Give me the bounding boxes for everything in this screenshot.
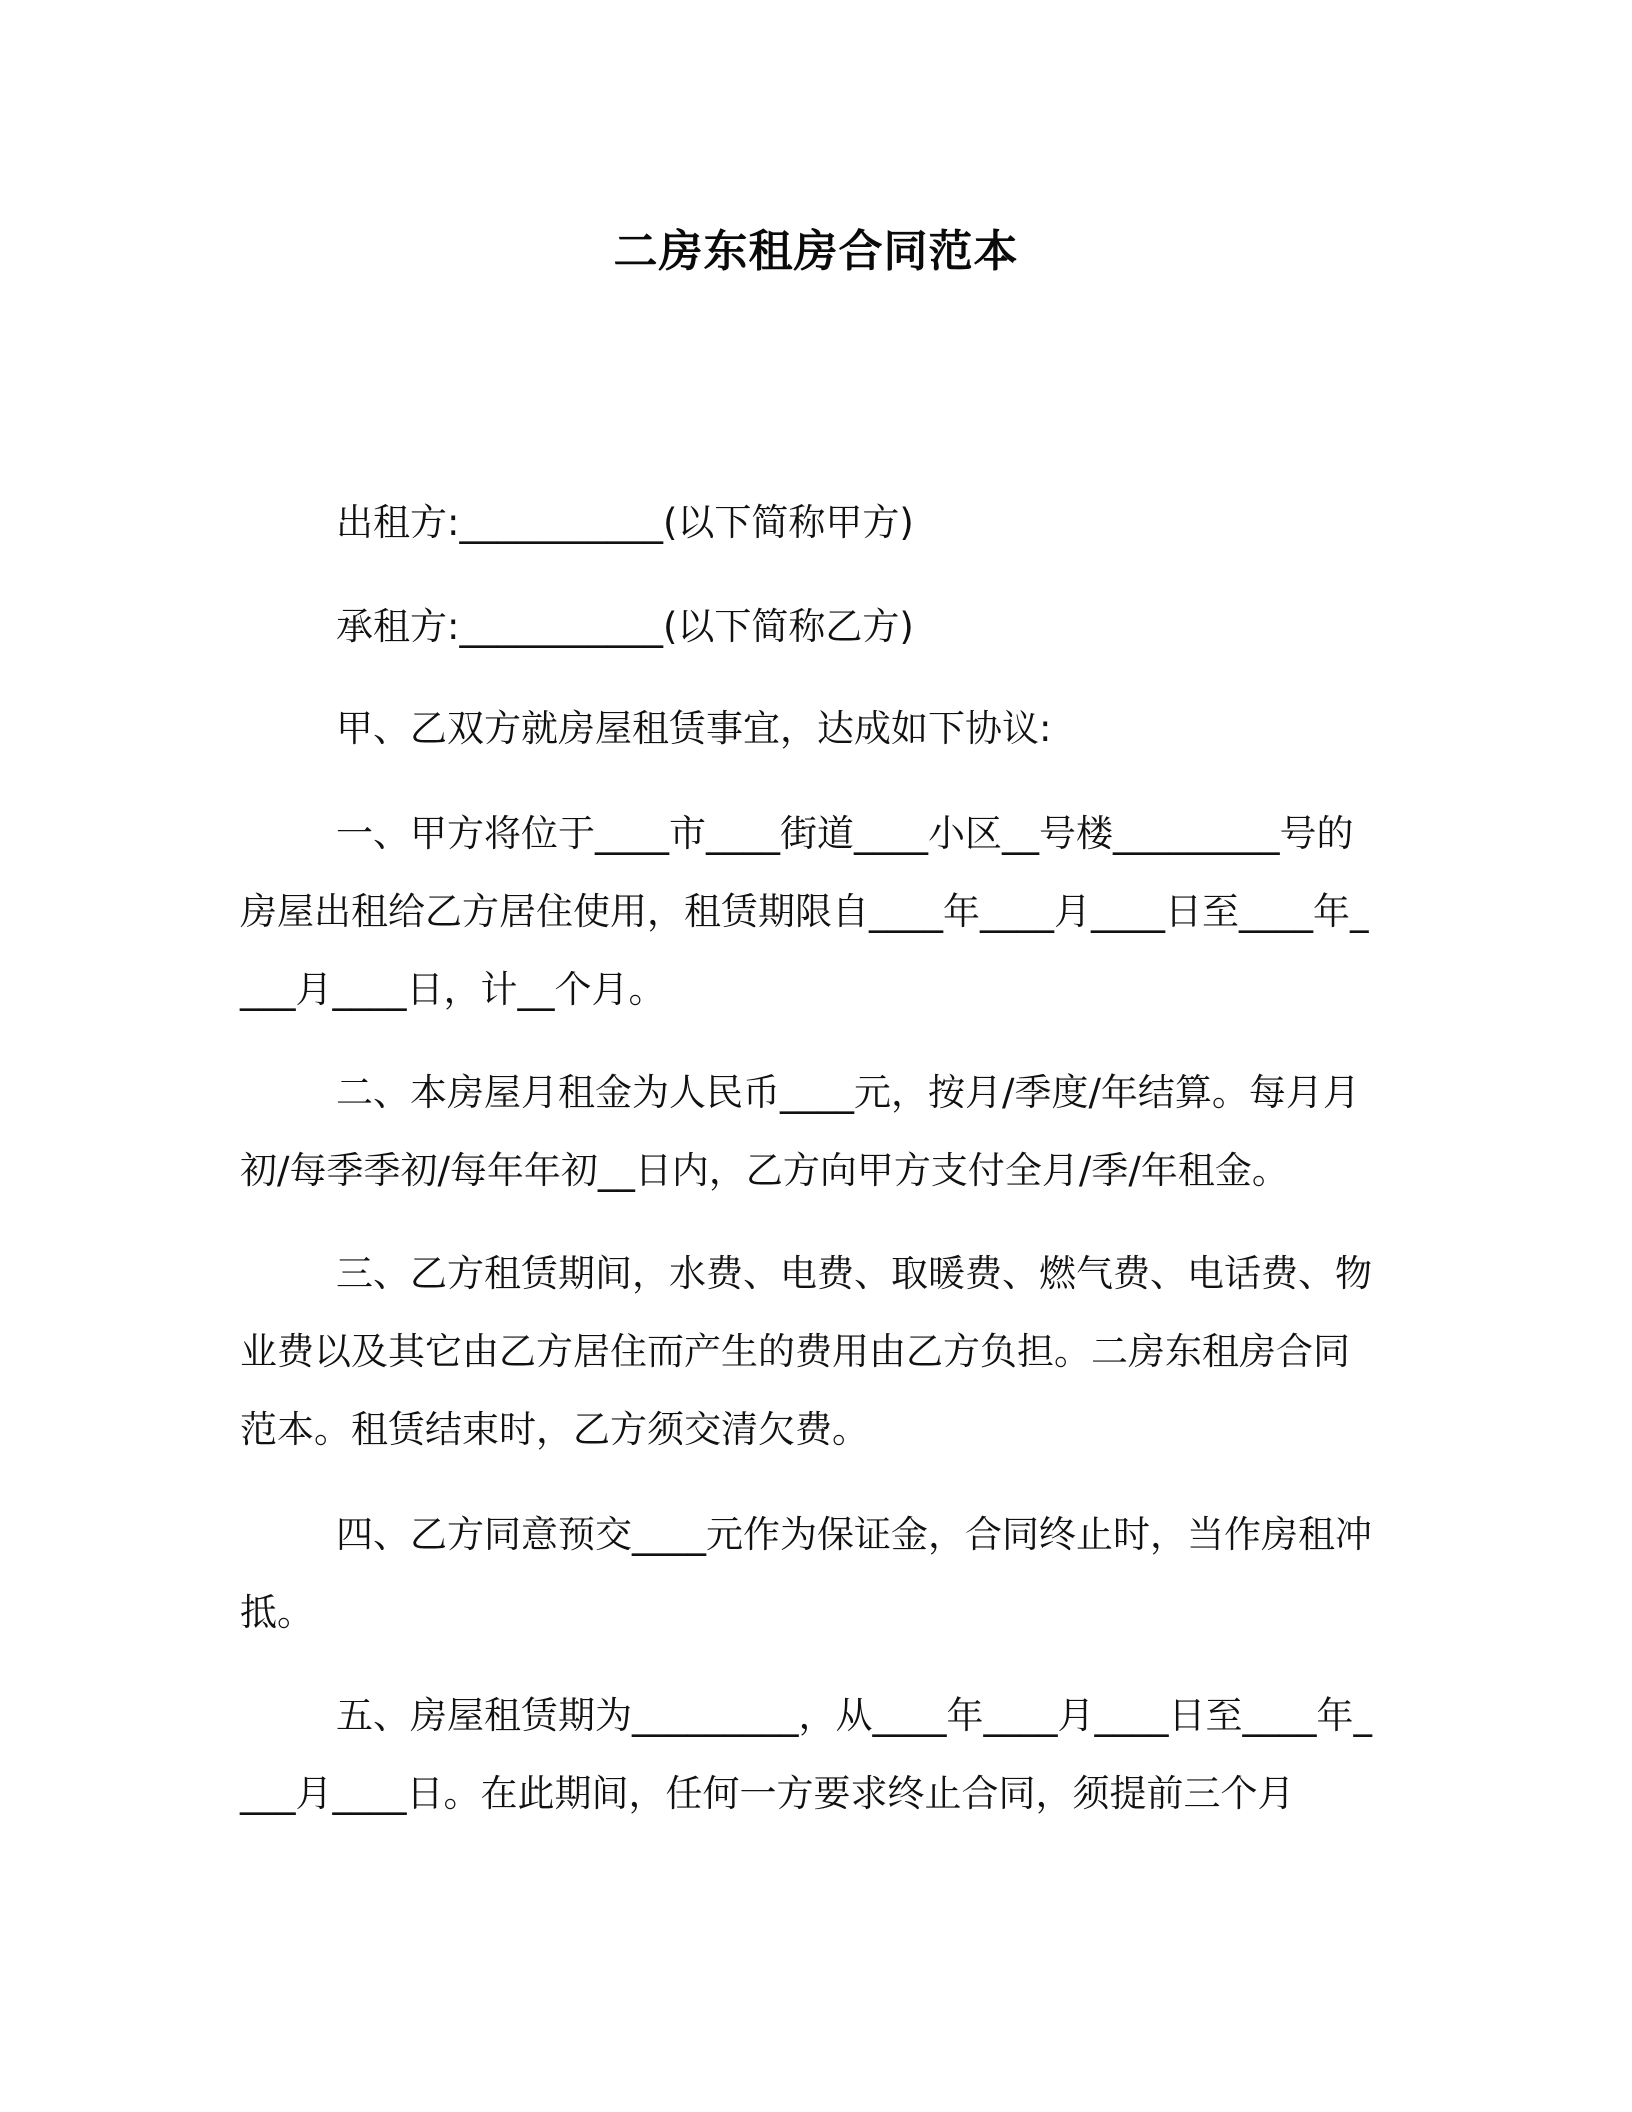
document-title: 二房东租房合同范本 xyxy=(613,226,1019,277)
clause-four-deposit: 四、乙方同意预交____元作为保证金，合同终止时，当作房租冲抵。 xyxy=(240,1513,1372,1634)
clause-lessee: 承租方:___________(以下简称乙方) xyxy=(336,605,914,648)
clause-two-rent: 二、本房屋月租金为人民币____元，按月/季度/年结算。每月月初/每季季初/每年年初__日内，乙方向甲方支付全月/季/年租金。 xyxy=(240,1071,1360,1192)
clause-lessor: 出租方:___________(以下简称甲方) xyxy=(336,501,914,544)
clause-one-premises: 一、甲方将位于____市____街道____小区__号楼_________号的房屋出租给乙方居住使用，租赁期限自____年____月____日至____年____月____日，计__个月。 xyxy=(240,812,1369,1011)
clause-five-term: 五、房屋租赁期为_________，从____年____月____日至____年____月____日。在此期间，任何一方要求终止合同，须提前三个月 xyxy=(240,1694,1372,1815)
clause-agreement-intro: 甲、乙双方就房屋租赁事宜，达成如下协议: xyxy=(336,707,1052,750)
clause-three-fees: 三、乙方租赁期间，水费、电费、取暖费、燃气费、电话费、物业费以及其它由乙方居住而产生的费用由乙方负担。二房东租房合同范本。租赁结束时，乙方须交清欠费。 xyxy=(240,1252,1372,1451)
